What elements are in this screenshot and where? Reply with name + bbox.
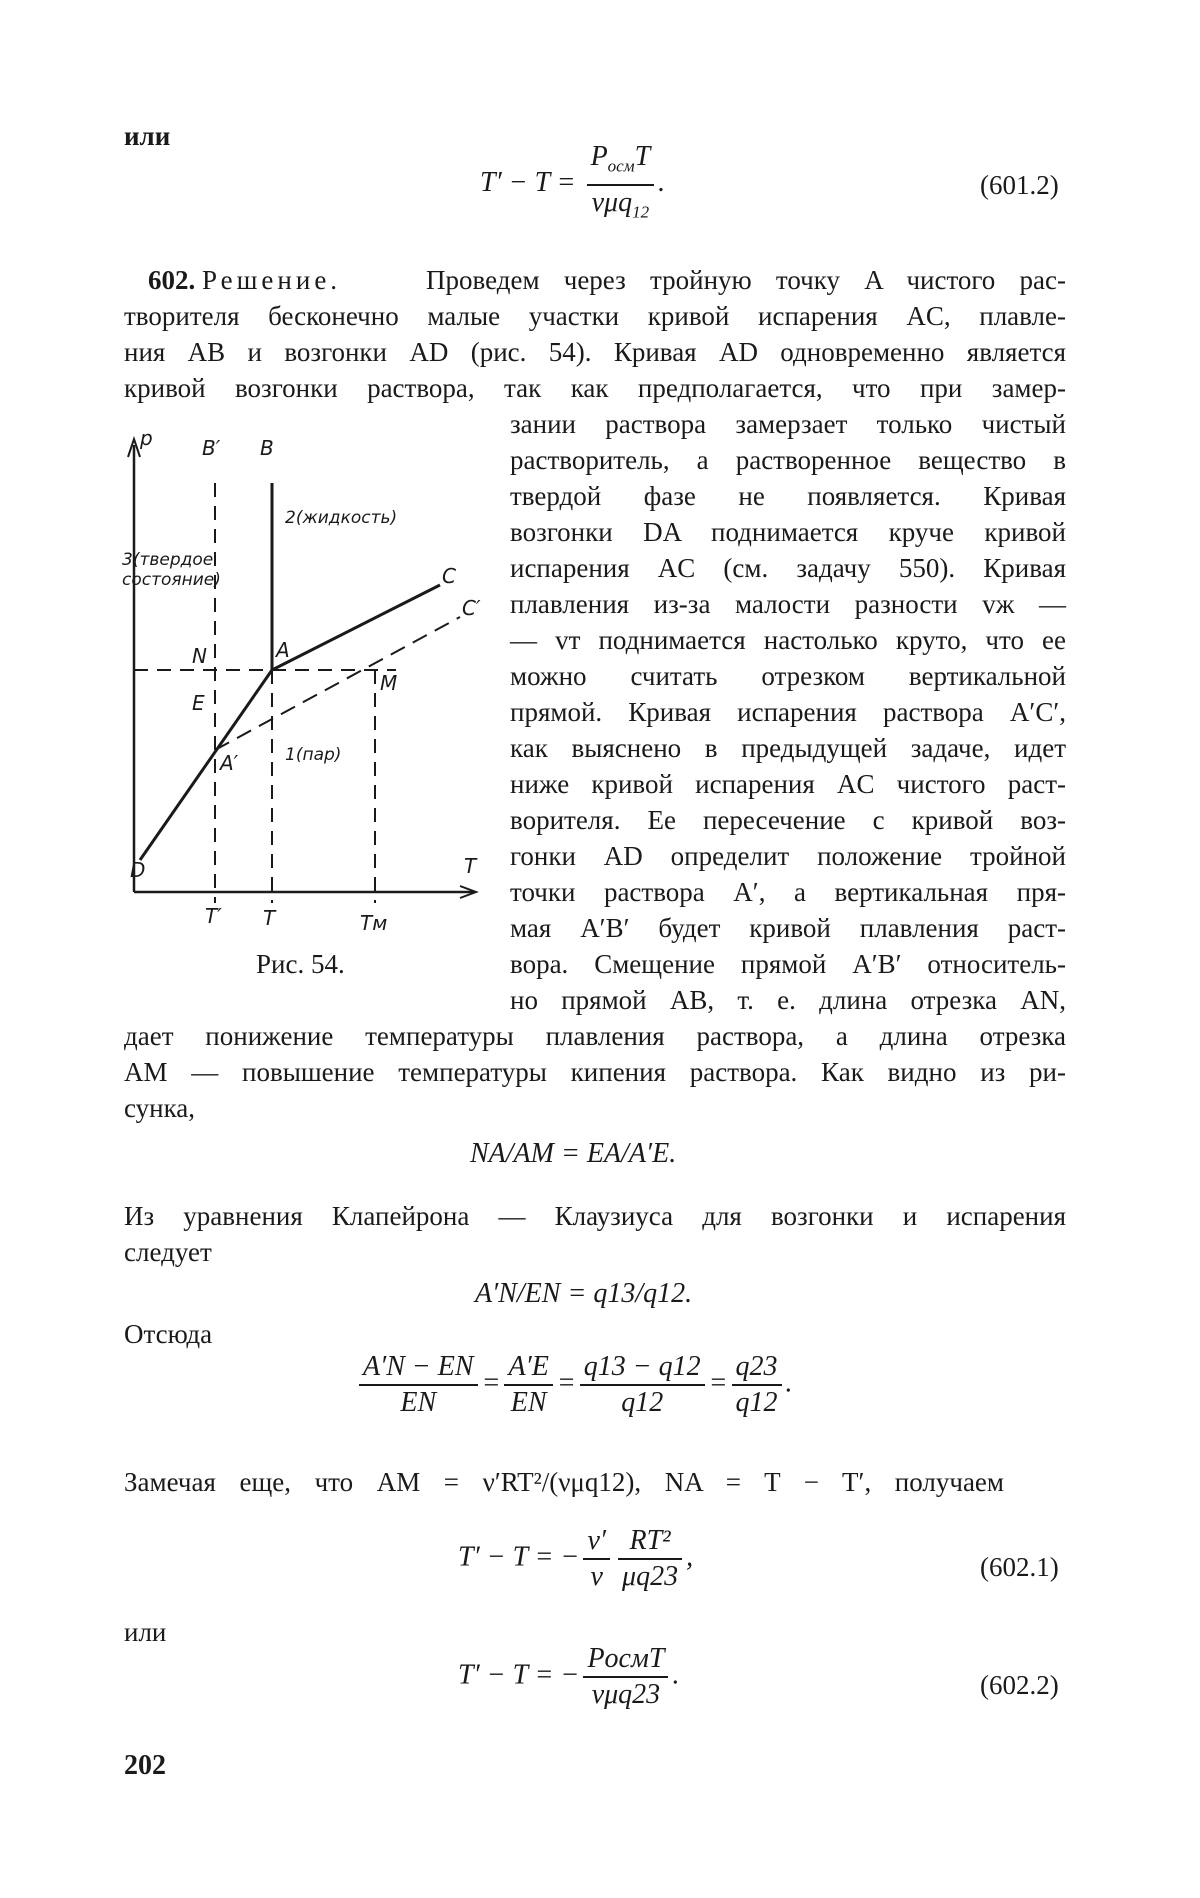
equation-602-2 xyxy=(458,1642,679,1712)
eq-601-2-lhs: T′ − T = xyxy=(480,167,583,199)
chain-frac-2 xyxy=(504,1350,552,1420)
eq-602-2-number: (602.2) xyxy=(980,1670,1059,1700)
word-otsyuda: Отсюда xyxy=(124,1319,213,1349)
label-solid-1: 3(твердое xyxy=(122,550,214,570)
eq-602-1-frac-1-num: ν′ xyxy=(583,1524,610,1560)
chain-eq-3: = xyxy=(708,1367,728,1399)
right-line-12: гонки AD определит положение тройной xyxy=(510,841,1066,871)
label-cprime: C′ xyxy=(462,596,481,620)
eq-601-2-fraction xyxy=(587,140,655,229)
right-line-5: плавления из-за малости разности vж — xyxy=(510,589,1066,619)
chain-frac-1 xyxy=(359,1350,478,1420)
eq-601-2-number: (601.2) xyxy=(980,170,1059,200)
right-line-1: растворитель, а растворенное вещество в xyxy=(510,445,1066,475)
right-line-15: вора. Смещение прямой A′B′ относитель- xyxy=(510,949,1066,979)
eq-602-1-tail: , xyxy=(686,1541,694,1573)
right-line-4: испарения AC (см. задачу 550). Кривая xyxy=(510,553,1066,583)
eq-602-1-frac-1-den: ν xyxy=(590,1561,603,1592)
body-line-2: ния AB и возгонки AD (рис. 54). Кривая AD одновременно является xyxy=(124,337,1066,367)
eq-602-1-lhs: T′ − T = − xyxy=(458,1541,580,1573)
body-line-0: Проведем через тройную точку A чистого рас- xyxy=(426,265,1066,295)
figure-54 xyxy=(120,425,490,960)
evaporation-curve-ac xyxy=(272,585,440,670)
eq-602-1-number: (602.1) xyxy=(980,1552,1059,1582)
chain-frac-3-den: q12 xyxy=(621,1387,664,1418)
clapeyron-line-1: Из уравнения Клапейрона — Клаузиуса для возгонки и испарения xyxy=(124,1201,1066,1231)
label-t-axis: T xyxy=(464,854,477,878)
eq-601-2-tail: . xyxy=(658,167,666,199)
right-line-3: возгонки DA поднимается круче кривой xyxy=(510,517,1066,547)
label-c: C xyxy=(442,564,456,588)
chain-frac-1-den: EN xyxy=(400,1387,437,1418)
eq-601-2-num-sub: осм xyxy=(607,156,635,176)
word-ili-top: или xyxy=(124,121,171,151)
label-tm: Tм xyxy=(360,911,388,935)
right-line-14: мая A′B′ будет кривой плавления раст- xyxy=(510,913,1066,943)
chain-tail: . xyxy=(785,1367,793,1399)
word-ili-bottom: или xyxy=(124,1617,167,1647)
label-solid-2: состояние) xyxy=(122,570,221,590)
eq-601-2-den-sub: 12 xyxy=(632,202,650,222)
eq-601-2-num-after: T xyxy=(634,141,651,172)
label-b: B xyxy=(260,436,274,460)
eq-602-1-frac-2-num: RT² xyxy=(618,1524,682,1560)
eq-602-2-frac xyxy=(583,1642,668,1712)
solution-label: Решение. xyxy=(202,265,342,295)
phase-diagram xyxy=(120,425,490,955)
right-line-0: зании раствора замерзает только чистый xyxy=(510,409,1066,439)
equation-q-ratio: A′N/EN = q13/q12. xyxy=(475,1278,693,1309)
label-e: E xyxy=(192,691,205,715)
chain-frac-1-num: A′N − EN xyxy=(359,1350,478,1386)
problem-number: 602. xyxy=(148,265,196,295)
right-line-11: ворителя. Ее пересечение с кривой воз- xyxy=(510,805,1066,835)
body-line-1: творителя бесконечно малые участки кривой испарения AC, плавле- xyxy=(124,301,1066,331)
right-line-10: ниже кривой испарения AC чистого раст- xyxy=(510,769,1066,799)
right-line-9: как выяснено в предыдущей задаче, идет xyxy=(510,733,1066,763)
chain-frac-3-num: q13 − q12 xyxy=(580,1350,705,1386)
label-vapor: 1(пар) xyxy=(285,745,342,765)
line-zamechaya: Замечая еще, что AM = ν′RT²/(νμq12), NA = T − T′, получаем xyxy=(124,1467,1004,1497)
label-liquid: 2(жидкость) xyxy=(285,508,398,528)
equation-601-2 xyxy=(480,140,665,229)
label-p: p xyxy=(140,426,153,450)
right-line-6: — vт поднимается настолько круто, что ее xyxy=(510,625,1066,655)
chain-eq-1: = xyxy=(481,1367,501,1399)
eq-602-2-den: νμq23 xyxy=(591,1679,661,1710)
right-line-8: прямой. Кривая испарения раствора A′C′, xyxy=(510,697,1066,727)
label-bprime: B′ xyxy=(202,436,221,460)
after-line-2: сунка, xyxy=(124,1093,196,1123)
right-line-7: можно считать отрезком вертикальной xyxy=(510,661,1066,691)
after-line-0: дает понижение температуры плавления раствора, а длина отрезка xyxy=(124,1021,1066,1051)
label-n: N xyxy=(192,644,207,668)
eq-602-2-lhs: T′ − T = − xyxy=(458,1659,580,1691)
page-number: 202 xyxy=(124,1750,166,1781)
equation-chain xyxy=(355,1350,793,1420)
chain-frac-4 xyxy=(732,1350,782,1420)
body-line-3: кривой возгонки раствора, так как предполагается, что при замер- xyxy=(124,373,1066,403)
label-a: A xyxy=(276,638,290,662)
equation-602-1 xyxy=(458,1524,693,1594)
eq-602-1-frac-1 xyxy=(583,1524,610,1594)
label-tprime: T′ xyxy=(205,904,222,928)
eq-602-1-frac-2-den: μq23 xyxy=(622,1561,679,1592)
equation-ratio: NA/AM = EA/A′E. xyxy=(470,1138,677,1169)
chain-frac-4-num: q23 xyxy=(732,1350,782,1386)
chain-frac-2-num: A′E xyxy=(504,1350,552,1386)
eq-602-2-tail: . xyxy=(672,1659,680,1691)
after-line-1: AM — повышение температуры кипения раствора. Как видно из ри- xyxy=(124,1057,1066,1087)
clapeyron-line-2: следует xyxy=(124,1237,212,1267)
eq-602-1-frac-2 xyxy=(618,1524,682,1594)
label-t: T xyxy=(263,906,276,930)
sublimation-curve-da xyxy=(140,670,272,860)
eq-602-2-num: PосмT xyxy=(583,1642,668,1678)
problem-602-line-1 xyxy=(148,262,1066,298)
chain-eq-2: = xyxy=(556,1367,576,1399)
chain-frac-3 xyxy=(580,1350,705,1420)
chain-frac-4-den: q12 xyxy=(735,1387,778,1418)
right-line-16: но прямой AB, т. е. длина отрезка AN, xyxy=(510,985,1066,1015)
label-m: M xyxy=(380,671,398,695)
right-line-2: твердой фазе не появляется. Кривая xyxy=(510,481,1066,511)
right-line-13: точки раствора A′, а вертикальная пря- xyxy=(510,877,1066,907)
figure-caption: Рис. 54. xyxy=(256,949,345,979)
label-d: D xyxy=(130,858,146,882)
eq-601-2-num: P xyxy=(590,141,608,172)
label-aprime: A′ xyxy=(220,751,239,775)
chain-frac-2-den: EN xyxy=(510,1387,547,1418)
eq-601-2-den: νμq xyxy=(591,186,633,218)
